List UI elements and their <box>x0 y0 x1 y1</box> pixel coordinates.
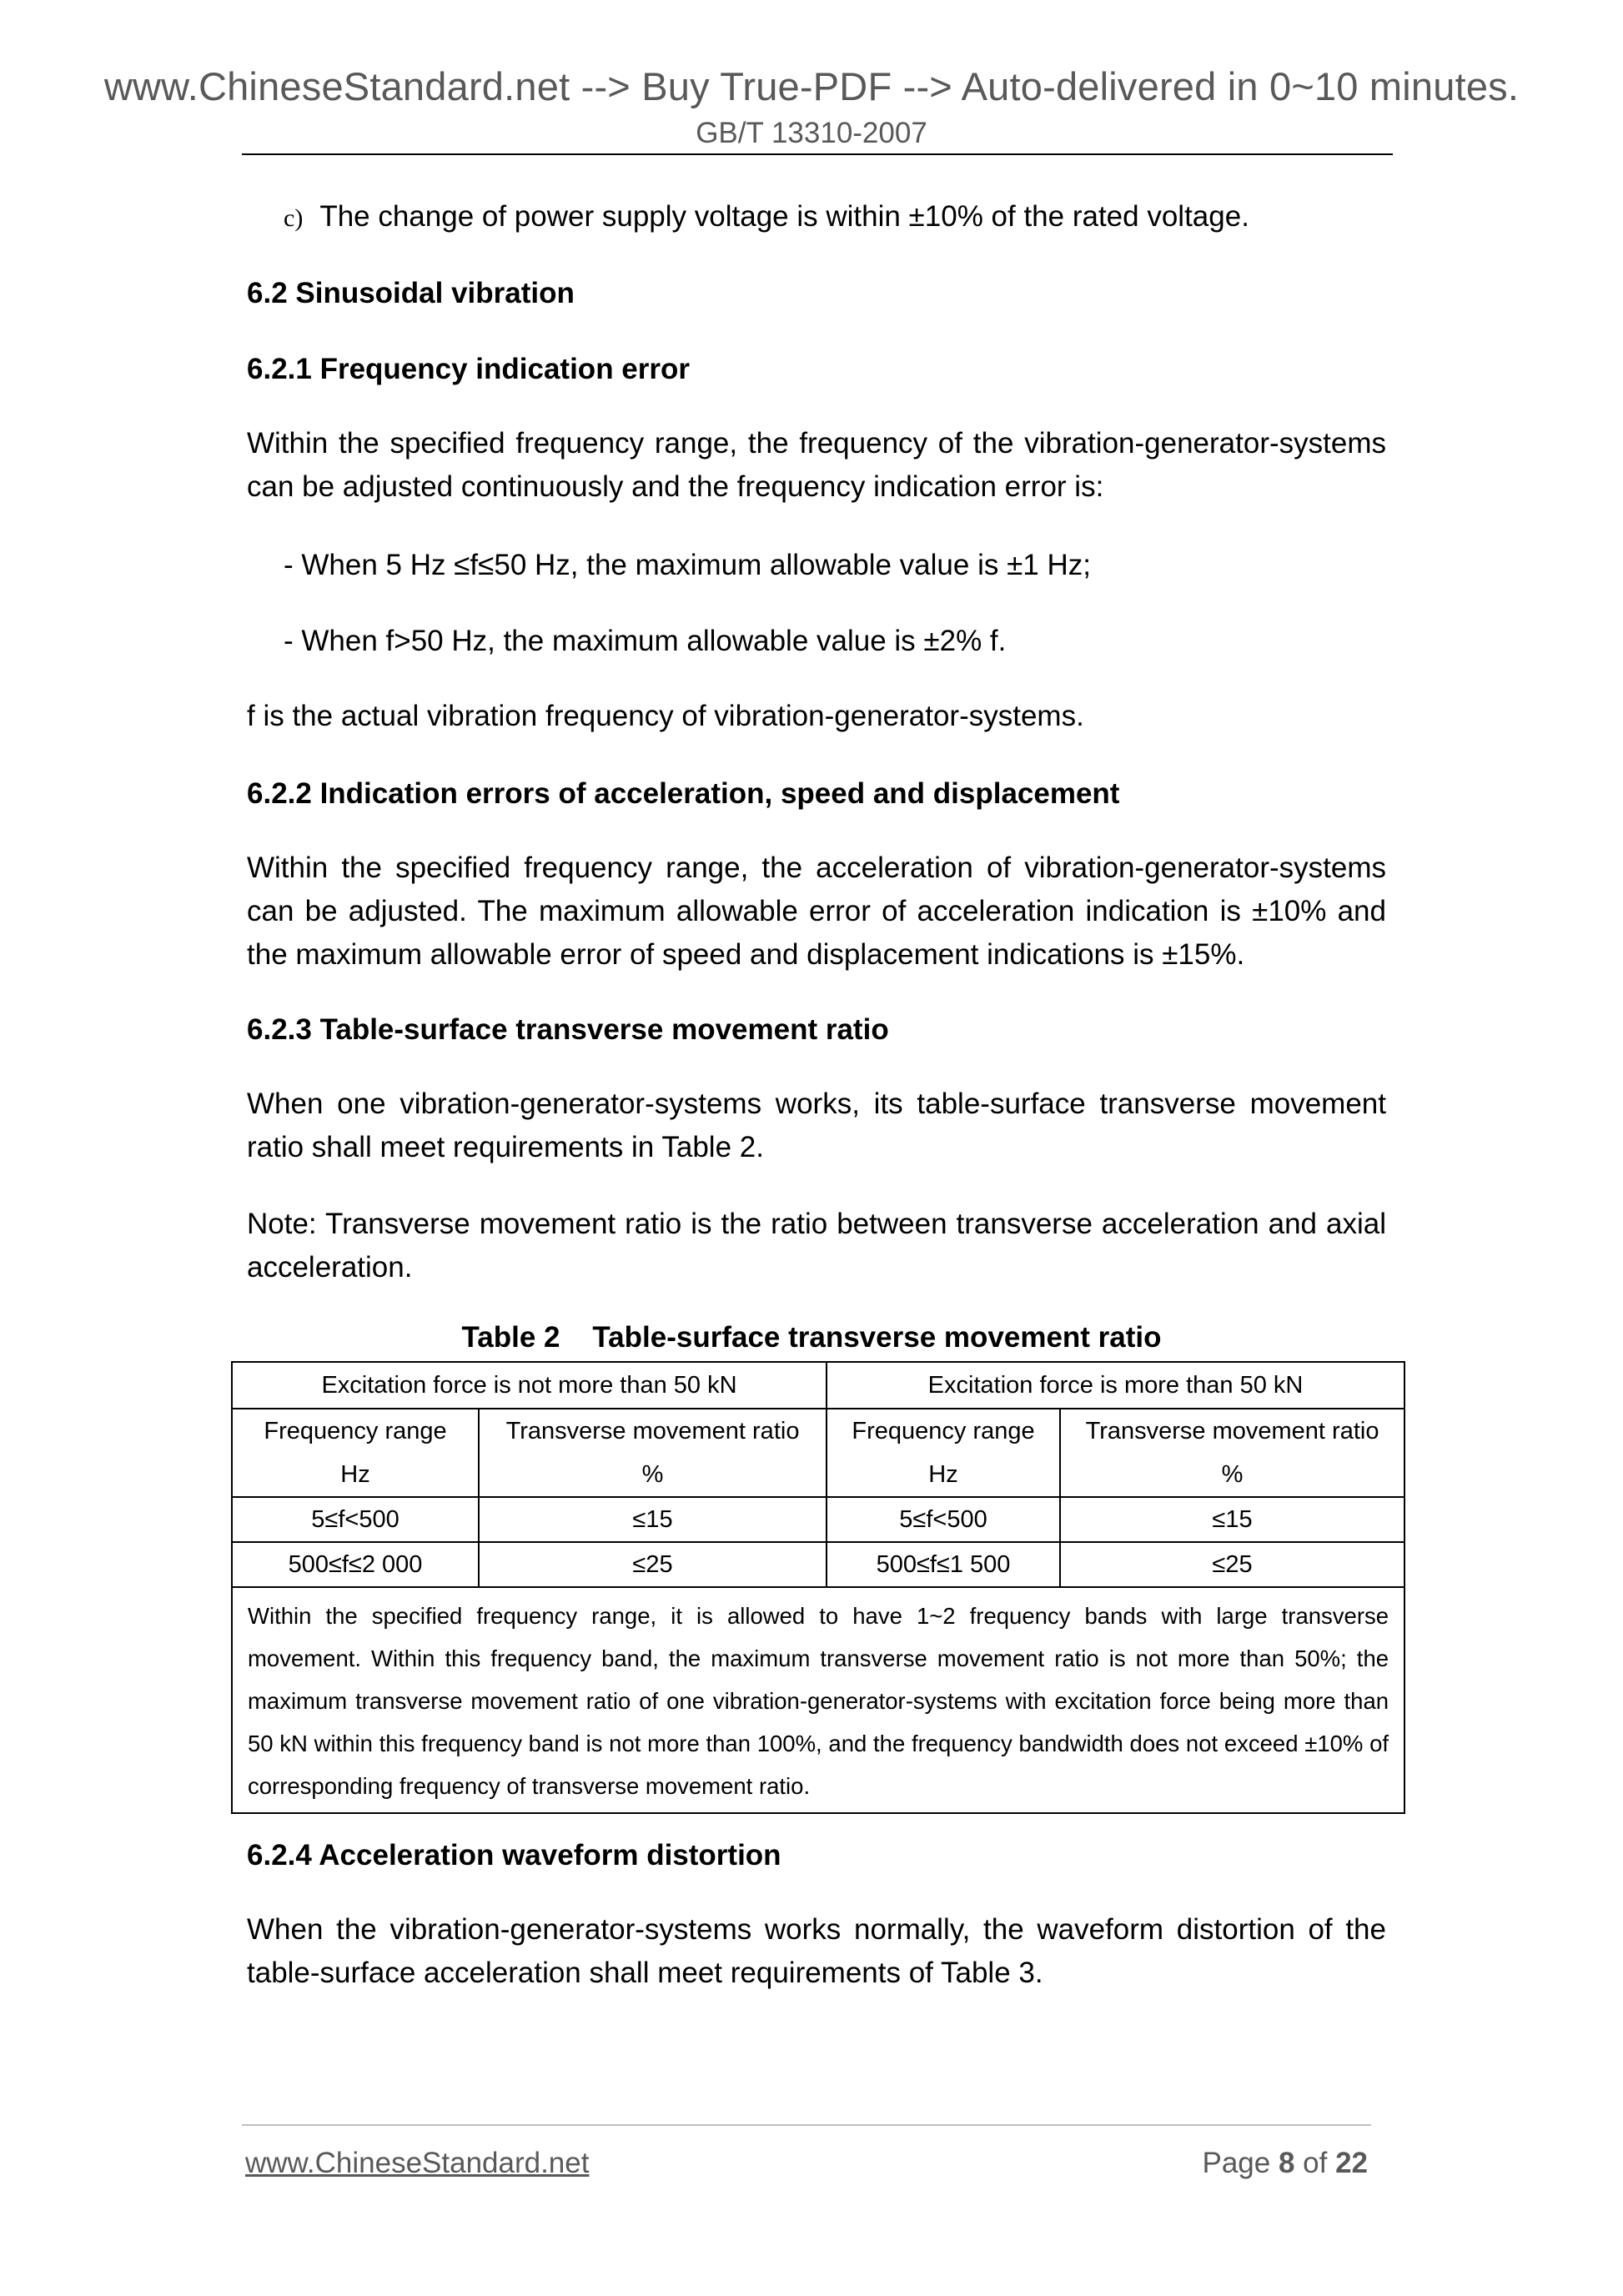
table-column-header-row <box>232 1409 1404 1497</box>
table-cell: 5≤f<500 <box>232 1497 479 1542</box>
table-2 <box>231 1361 1405 1814</box>
table-cell: 5≤f<500 <box>827 1497 1060 1542</box>
table-footnote-row <box>232 1587 1404 1813</box>
paragraph-frequency-definition: f is the actual vibration frequency of vibration-generator-systems. <box>247 700 1084 732</box>
table-group-header: Excitation force is not more than 50 kN <box>232 1362 827 1409</box>
note-transverse-definition: Note: Transverse movement ratio is the ratio between transverse acceleration and axial acceleration. <box>247 1208 1386 1284</box>
section-heading-6-2-1: 6.2.1 Frequency indication error <box>247 353 690 385</box>
table-cell: ≤25 <box>1060 1542 1404 1587</box>
page-total: 22 <box>1335 2147 1368 2179</box>
list-item-frequency-high: - When f>50 Hz, the maximum allowable value is ±2% f. <box>284 625 1007 657</box>
paragraph-transverse-requirement: When one vibration-generator-systems works, its table-surface transverse movement ratio shall meet requirements in Table 2. <box>247 1088 1386 1163</box>
page-prefix: Page <box>1202 2147 1279 2179</box>
column-header-name: Transverse movement ratio <box>1085 1418 1379 1444</box>
table-cell: ≤15 <box>1060 1497 1404 1542</box>
table-footnote: Within the specified frequency range, it is allowed to have 1~2 frequency bands with large transverse movement. Within this frequency band, the maximum transverse movement ratio is not more than 50%; the maximum transverse movement ratio of one vibration-generator-systems with excitation force being more than 50 kN within this frequency band is not more than 100%, and the frequency bandwidth does not exceed ±10% of corresponding frequency of transverse movement ratio. <box>232 1587 1404 1813</box>
table-column-header <box>827 1409 1060 1497</box>
list-marker: c) <box>284 204 304 232</box>
header-divider <box>242 153 1393 155</box>
table-column-header <box>232 1409 479 1497</box>
section-heading-6-2-2: 6.2.2 Indication errors of acceleration, speed and displacement <box>247 777 1120 810</box>
column-header-unit: Hz <box>340 1461 370 1488</box>
table-row <box>232 1542 1404 1587</box>
header-banner: www.ChineseStandard.net --> Buy True-PDF --> Auto-delivered in 0~10 minutes. <box>103 64 1520 108</box>
table-group-header-row <box>232 1362 1404 1409</box>
footer-site-link[interactable]: www.ChineseStandard.net <box>245 2147 590 2179</box>
column-header-unit: % <box>1221 1461 1244 1488</box>
paragraph-frequency-intro: Within the specified frequency range, the frequency of the vibration-generator-systems can be adjusted continuously and the frequency indication error is: <box>247 427 1386 503</box>
table-column-header <box>479 1409 827 1497</box>
table-2-caption: Table 2 Table-surface transverse movement ratio <box>461 1321 1162 1354</box>
table-cell: ≤25 <box>479 1542 827 1587</box>
section-heading-6-2: 6.2 Sinusoidal vibration <box>247 277 575 309</box>
section-heading-6-2-3: 6.2.3 Table-surface transverse movement ratio <box>247 1013 889 1046</box>
table-column-header <box>1060 1409 1404 1497</box>
list-item-frequency-low: - When 5 Hz ≤f≤50 Hz, the maximum allowable value is ±1 Hz; <box>284 549 1091 581</box>
page-current: 8 <box>1278 2147 1295 2179</box>
list-item-text: The change of power supply voltage is within ±10% of the rated voltage. <box>319 200 1249 233</box>
paragraph-waveform-distortion: When the vibration-generator-systems works normally, the waveform distortion of the table-surface acceleration shall meet requirements of Table 3. <box>247 1913 1386 1989</box>
list-item-c <box>284 200 1249 234</box>
column-header-name: Transverse movement ratio <box>505 1418 800 1444</box>
page-of: of <box>1294 2147 1336 2179</box>
table-cell: 500≤f≤1 500 <box>827 1542 1060 1587</box>
table-group-header: Excitation force is more than 50 kN <box>827 1362 1404 1409</box>
table-cell: 500≤f≤2 000 <box>232 1542 479 1587</box>
table-cell: ≤15 <box>479 1497 827 1542</box>
footer-divider <box>242 2124 1371 2126</box>
table-row <box>232 1497 1404 1542</box>
page-indicator <box>1202 2147 1368 2180</box>
standard-code: GB/T 13310-2007 <box>696 117 927 149</box>
section-heading-6-2-4: 6.2.4 Acceleration waveform distortion <box>247 1839 781 1871</box>
column-header-unit: % <box>641 1461 664 1488</box>
column-header-name: Frequency range <box>264 1418 447 1444</box>
paragraph-indication-errors: Within the specified frequency range, the acceleration of vibration-generator-systems can be adjusted. The maximum allowable error of acceleration indication is ±10% and the maximum allowable error of speed and displacement indications is ±15%. <box>247 852 1386 971</box>
column-header-name: Frequency range <box>852 1418 1035 1444</box>
column-header-unit: Hz <box>928 1461 958 1488</box>
